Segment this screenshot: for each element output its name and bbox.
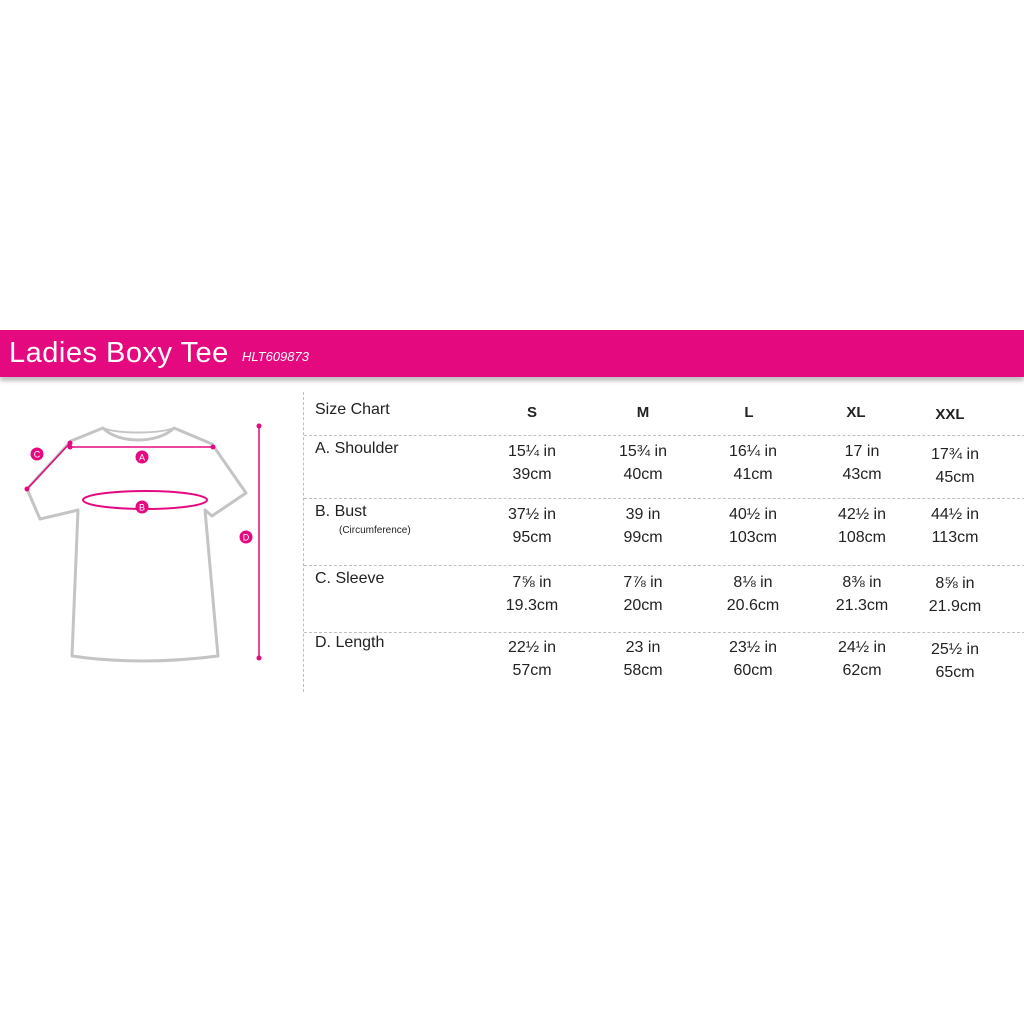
- row-label-length: D. Length: [315, 634, 385, 651]
- table-cell: 60cm: [733, 662, 773, 679]
- table-cell: 22½ in: [507, 639, 557, 656]
- table-cell: 58cm: [623, 662, 663, 679]
- marker-b: [136, 501, 149, 514]
- size-chart-corner-label: Size Chart: [315, 401, 390, 418]
- table-cell: 7⅞ in: [623, 574, 663, 591]
- svg-text:A: A: [138, 452, 146, 463]
- table-cell: 65cm: [935, 664, 975, 681]
- table-cell: 20cm: [623, 597, 663, 614]
- table-row-bust: [304, 498, 1024, 566]
- table-cell: 44½ in: [930, 506, 980, 523]
- marker-d: [240, 531, 253, 544]
- size-header-xxl: XXL: [935, 406, 965, 423]
- size-chart-table: [303, 392, 1024, 692]
- table-cell: 62cm: [842, 662, 882, 679]
- table-row-shoulder: [304, 435, 1024, 499]
- table-cell: 39cm: [512, 466, 552, 483]
- product-code: HLT609873: [242, 349, 309, 364]
- product-title: Ladies Boxy Tee: [9, 337, 229, 369]
- marker-c: [31, 448, 44, 461]
- table-cell: 8⅝ in: [935, 575, 975, 592]
- marker-a: [136, 451, 149, 464]
- row-label-bust: B. Bust: [315, 503, 367, 520]
- table-cell: 23½ in: [728, 639, 778, 656]
- table-row-sleeve: [304, 565, 1024, 633]
- tshirt-diagram: [0, 400, 280, 680]
- table-cell: 25½ in: [930, 641, 980, 658]
- table-cell: 21.3cm: [835, 597, 889, 614]
- table-cell: 16¼ in: [728, 443, 778, 460]
- table-cell: 24½ in: [837, 639, 887, 656]
- size-header-s: S: [526, 404, 537, 421]
- table-cell: 45cm: [935, 469, 975, 486]
- row-label-shoulder: A. Shoulder: [315, 440, 399, 457]
- table-cell: 108cm: [837, 529, 887, 546]
- table-cell: 15¾ in: [618, 443, 668, 460]
- tshirt-outline: [27, 428, 246, 661]
- row-sublabel-bust: (Circumference): [339, 525, 411, 536]
- table-cell: 57cm: [512, 662, 552, 679]
- table-cell: 20.6cm: [726, 597, 780, 614]
- table-cell: 113cm: [931, 529, 979, 546]
- size-header-xl: XL: [846, 404, 866, 421]
- table-cell: 37½ in: [507, 506, 557, 523]
- tshirt-collar: [103, 428, 174, 433]
- table-cell: 43cm: [842, 466, 882, 483]
- svg-text:D: D: [242, 532, 250, 543]
- size-header-l: L: [744, 404, 754, 421]
- table-cell: 21.9cm: [928, 598, 982, 615]
- title-banner: [0, 330, 1024, 377]
- table-cell: 42½ in: [837, 506, 887, 523]
- table-cell: 7⅝ in: [512, 574, 552, 591]
- table-cell: 17¾ in: [930, 446, 980, 463]
- size-header-m: M: [636, 404, 650, 421]
- table-cell: 17 in: [844, 443, 880, 460]
- table-cell: 19.3cm: [505, 597, 559, 614]
- table-cell: 8⅜ in: [842, 574, 882, 591]
- table-cell: 40½ in: [728, 506, 778, 523]
- table-header-row: [304, 392, 1024, 435]
- table-cell: 23 in: [625, 639, 661, 656]
- table-cell: 40cm: [623, 466, 663, 483]
- table-cell: 99cm: [623, 529, 663, 546]
- svg-text:B: B: [138, 502, 146, 513]
- table-cell: 95cm: [512, 529, 552, 546]
- svg-text:C: C: [33, 449, 41, 460]
- table-cell: 15¼ in: [507, 443, 557, 460]
- table-cell: 8⅛ in: [733, 574, 773, 591]
- table-cell: 103cm: [728, 529, 778, 546]
- tshirt-outline-svg: [0, 400, 280, 680]
- table-cell: 39 in: [625, 506, 661, 523]
- table-row-length: [304, 632, 1024, 693]
- table-cell: 41cm: [733, 466, 773, 483]
- row-label-sleeve: C. Sleeve: [315, 570, 385, 587]
